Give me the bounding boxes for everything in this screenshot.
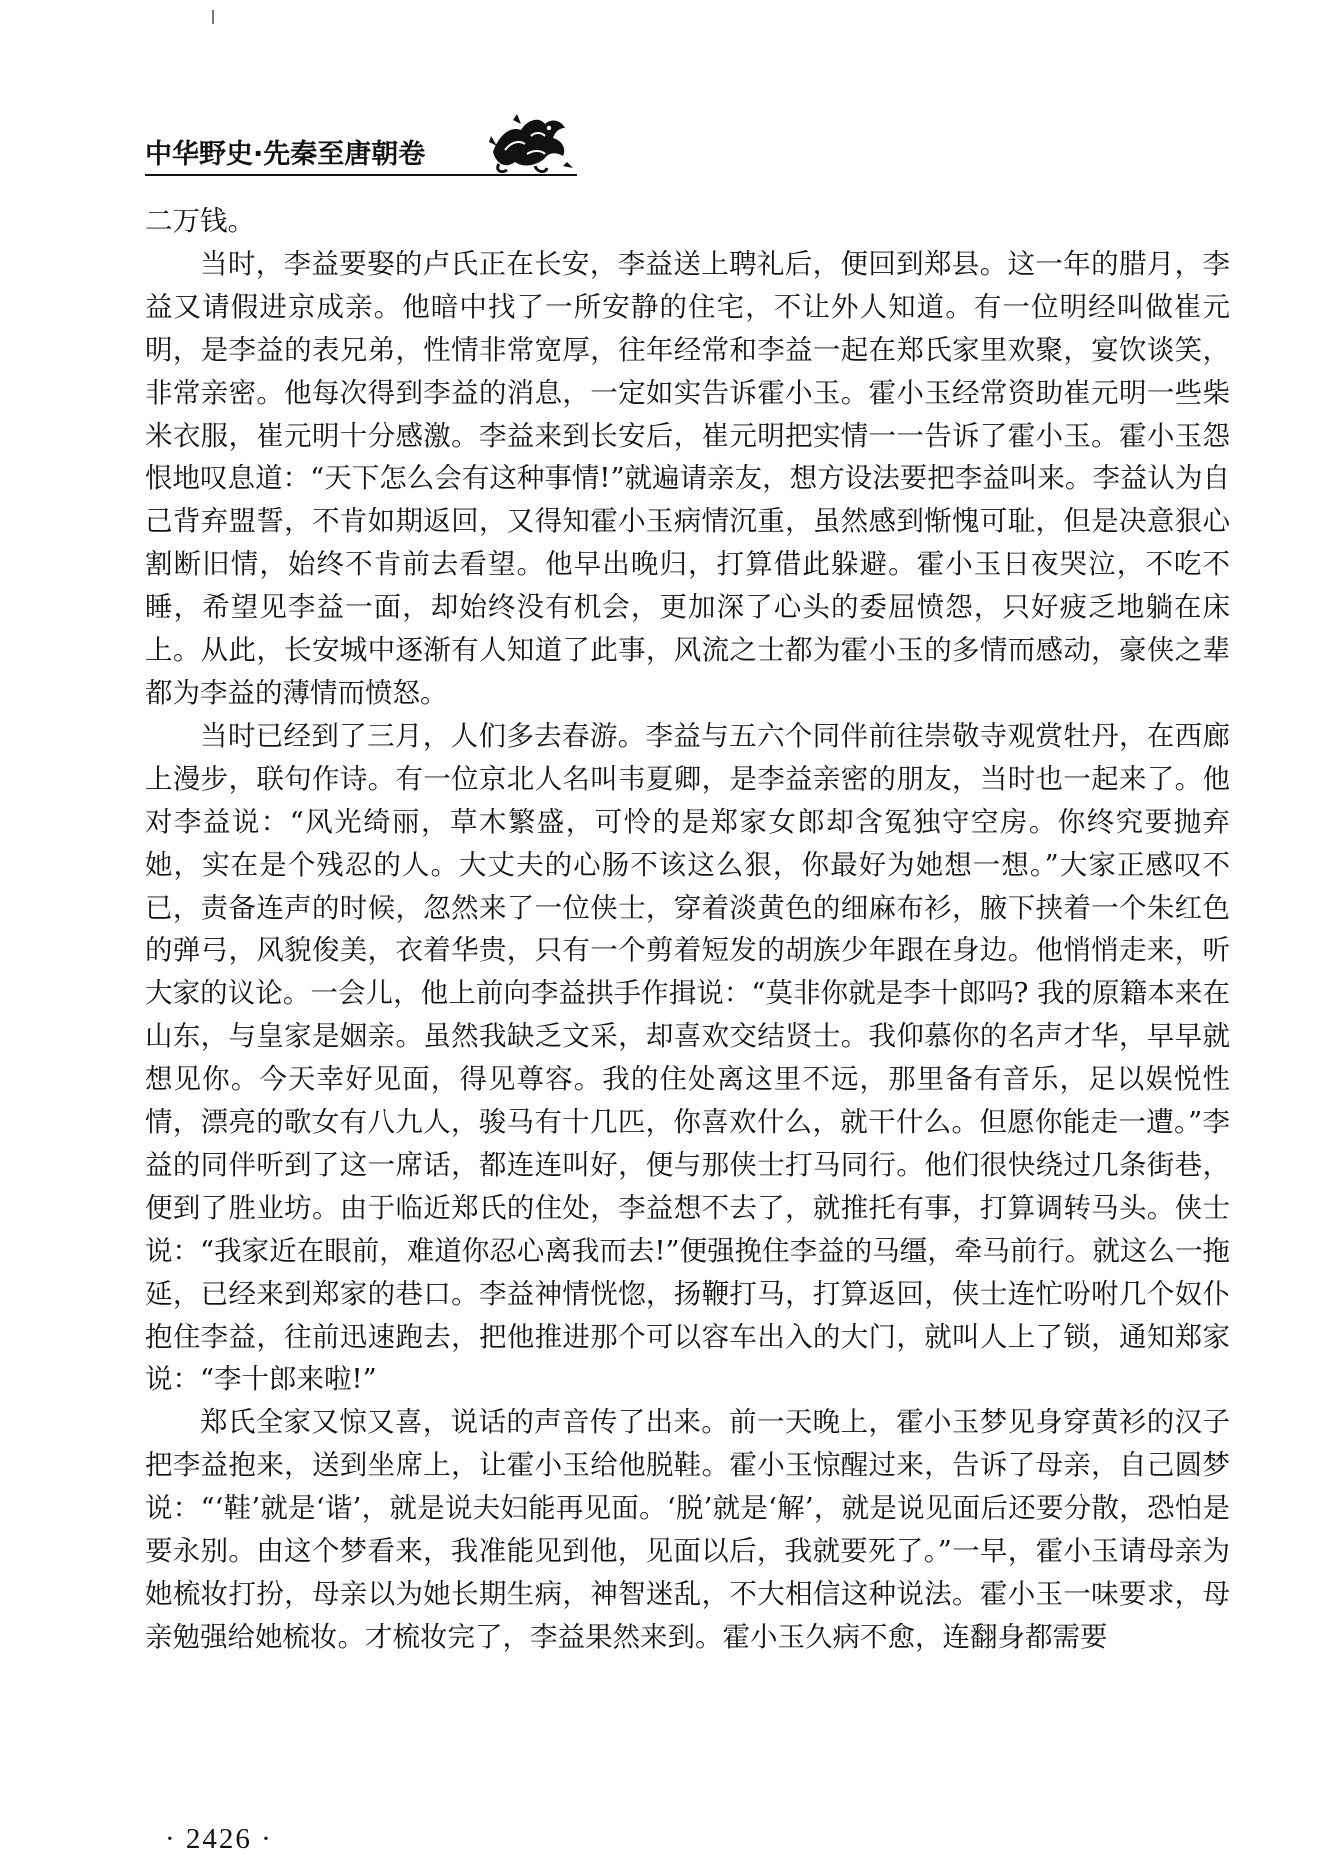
paragraph: 当时已经到了三月，人们多去春游。李益与五六个同伴前往崇敬寺观赏牡丹，在西廊上漫步，联句作诗。有一位京北人名叫韦夏卿，是李益亲密的朋友，当时也一起来了。他对李益说：“风光绮丽，草木繁盛，可怜的是郑家女郎却含冤独守空房。你终究要抛弃她，实在是个残忍的人。大丈夫的心肠不该这么狠，你最好为她想一想。”大家正感叹不已，责备连声的时候，忽然来了一位侠士，穿着淡黄色的细麻布衫，腋下挟着一个朱红色的弹弓，风貌俊美，衣着华贵，只有一个剪着短发的胡族少年跟在身边。他悄悄走来，听大家的议论。一会儿，他上前向李益拱手作揖说：“莫非你就是李十郎吗? 我的原籍本来在山东，与皇家是姻亲。虽然我缺乏文采，却喜欢交结贤士。我仰慕你的名声才华，早早就想见你。今天幸好见面，得见尊容。我的住处离这里不远，那里备有音乐，足以娱悦性情，漂亮的歌女有八九人，骏马有十几匹，你喜欢什么，就干什么。但愿你能走一遭。”李益的同伴听到了这一席话，都连连叫好，便与那侠士打马同行。他们很快绕过几条街巷，便到了胜业坊。由于临近郑氏的住处，李益想不去了，就推托有事，打算调转马头。侠士说：“我家近在眼前，难道你忍心离我而去!”便强挽住李益的马缰，牵马前行。就这么一拖延，已经来到郑家的巷口。李益神情恍惚，扬鞭打马，打算返回，侠士连忙吩咐几个奴仆抱住李益，往前迅速跑去，把他推进那个可以容车出入的大门，就叫人上了锁，通知郑家说：“李十郎来啦!” bbox=[145, 719, 1230, 1396]
header-rule bbox=[145, 174, 577, 176]
book-title: 中华野史·先秦至唐朝卷 bbox=[145, 139, 426, 170]
scan-speck bbox=[212, 10, 214, 24]
page-number: · 2426 · bbox=[165, 1823, 273, 1855]
running-header bbox=[145, 118, 577, 178]
paragraph: 二万钱。 bbox=[145, 205, 255, 237]
dragon-emblem-icon bbox=[487, 112, 573, 174]
paragraph: 郑氏全家又惊又喜，说话的声音传了出来。前一天晚上，霍小玉梦见身穿黄衫的汉子把李益抱来，送到坐席上，让霍小玉给他脱鞋。霍小玉惊醒过来，告诉了母亲，自己圆梦说：“‘鞋’就是‘谐’，就是说夫妇能再见面。‘脱’就是‘解’，就是说见面后还要分散，恐怕是要永别。由这个梦看来，我准能见到他，见面以后，我就要死了。”一早，霍小玉请母亲为她梳妆打扮，母亲以为她长期生病，神智迷乱，不大相信这种说法。霍小玉一味要求，母亲勉强给她梳妆。才梳妆完了，李益果然来到。霍小玉久病不愈，连翻身都需要 bbox=[145, 1406, 1230, 1653]
paragraph: 当时，李益要娶的卢氏正在长安，李益送上聘礼后，便回到郑县。这一年的腊月，李益又请假进京成亲。他暗中找了一所安静的住宅，不让外人知道。有一位明经叫做崔元明，是李益的表兄弟，性情非常宽厚，往年经常和李益一起在郑氏家里欢聚，宴饮谈笑，非常亲密。他每次得到李益的消息，一定如实告诉霍小玉。霍小玉经常资助崔元明一些柴米衣服，崔元明十分感激。李益来到长安后，崔元明把实情一一告诉了霍小玉。霍小玉怨恨地叹息道：“天下怎么会有这种事情!”就遍请亲友，想方设法要把李益叫来。李益认为自己背弃盟誓，不肯如期返回，又得知霍小玉病情沉重，虽然感到惭愧可耻，但是决意狠心割断旧情，始终不肯前去看望。他早出晚归，打算借此躲避。霍小玉日夜哭泣，不吃不睡，希望见李益一面，却始终没有机会，更加深了心头的委屈愤怨，只好疲乏地躺在床上。从此，长安城中逐渐有人知道了此事，风流之士都为霍小玉的多情而感动，豪侠之辈都为李益的薄情而愤怒。 bbox=[145, 247, 1230, 709]
body-text bbox=[145, 200, 1230, 1659]
